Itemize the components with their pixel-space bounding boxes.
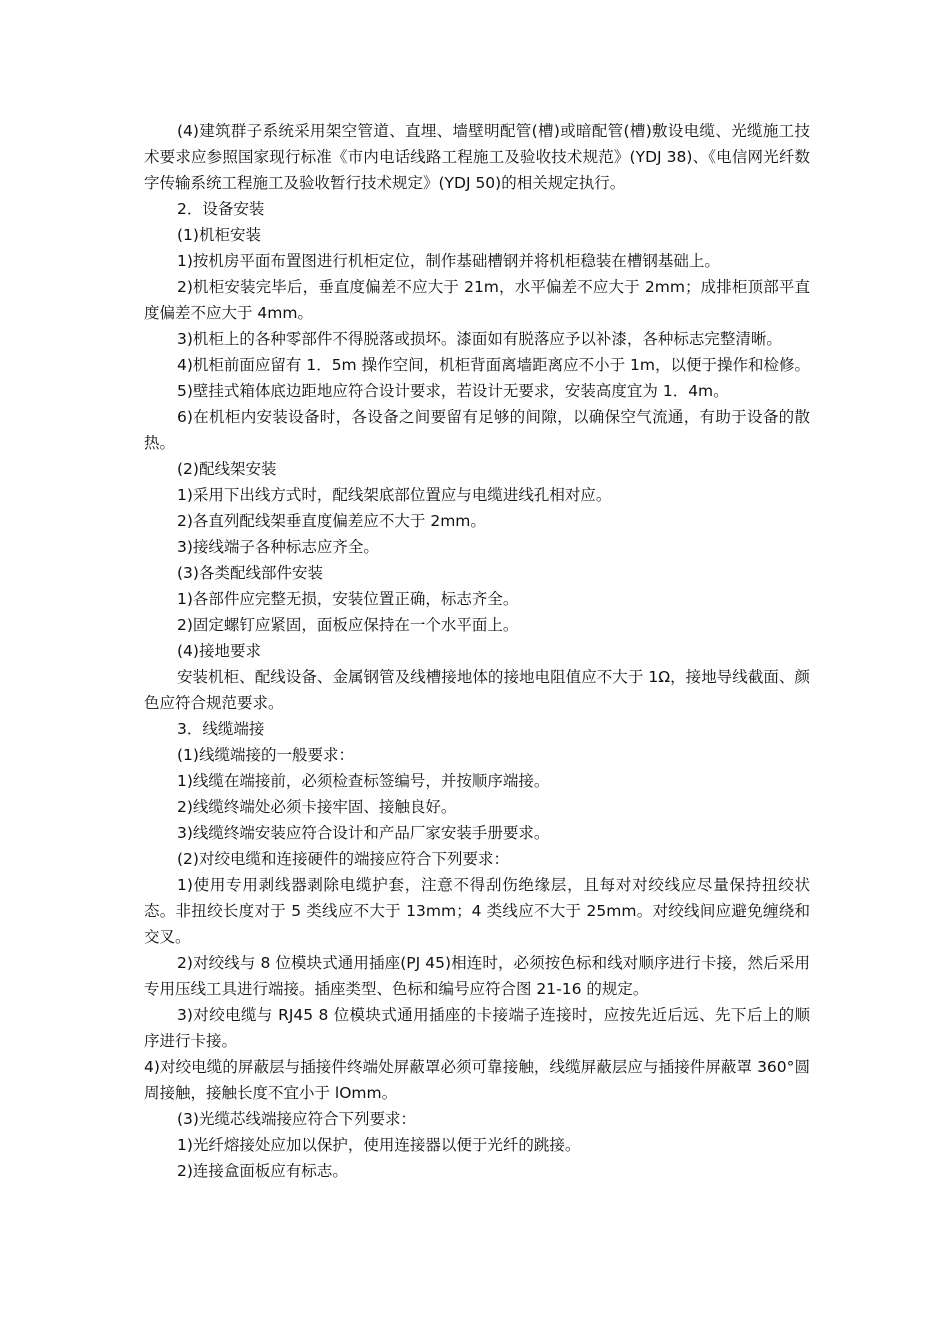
list-item: 1)使用专用剥线器剥除电缆护套，注意不得刮伤绝缘层，且每对对绞线应尽量保持扭绞状态。非扭绞长度对于 5 类线应不大于 13mm；4 类线应不大于 25mm。对绞线间应避免缠绕和交叉。 [144,876,810,946]
list-item: 2)连接盒面板应有标志。 [177,1162,348,1180]
subsection-heading: (2)对绞电缆和连接硬件的端接应符合下列要求： [177,850,509,868]
list-item: 4)机柜前面应留有 1．5m 操作空间，机柜背面离墙距离应不小于 1m，以便于操作和检修。 [177,356,810,374]
list-item: 2)线缆终端处必须卡接牢固、接触良好。 [177,798,457,816]
subsection-heading: (4)接地要求 [177,642,261,660]
list-item: 2)机柜安装完毕后，垂直度偏差不应大于 21m，水平偏差不应大于 2mm；成排柜顶部平直度偏差不应大于 4mm。 [144,278,810,322]
list-item: 1)按机房平面布置图进行机柜定位，制作基础槽钢并将机柜稳装在槽钢基础上。 [177,252,720,270]
list-item: 1)光纤熔接处应加以保护，使用连接器以便于光纤的跳接。 [177,1136,581,1154]
list-item: 5)壁挂式箱体底边距地应符合设计要求，若设计无要求，安装高度宜为 1．4m。 [177,382,729,400]
list-item: 2)对绞线与 8 位模块式通用插座(PJ 45)相连时，必须按色标和线对顺序进行卡接，然后采用专用压线工具进行端接。插座类型、色标和编号应符合图 21-16 的规定。 [144,954,810,998]
list-item: 3)机柜上的各种零部件不得脱落或损坏。漆面如有脱落应予以补漆，各种标志完整清晰。 [177,330,782,348]
subsection-heading: (1)机柜安装 [177,226,261,244]
list-item: 6)在机柜内安装设备时，各设备之间要留有足够的间隙，以确保空气流通，有助于设备的散热。 [144,408,810,452]
list-item: 2)固定螺钉应紧固，面板应保持在一个水平面上。 [177,616,519,634]
section-heading: 2．设备安装 [177,200,265,218]
document-page [144,118,810,1184]
list-item: 3)线缆终端安装应符合设计和产品厂家安装手册要求。 [177,824,550,842]
list-item: 3)对绞电缆与 RJ45 8 位模块式通用插座的卡接端子连接时，应按先近后远、先下后上的顺序进行卡接。 [144,1006,810,1050]
subsection-heading: (1)线缆端接的一般要求： [177,746,354,764]
list-item: 3)接线端子各种标志应齐全。 [177,538,379,556]
subsection-heading: (3)光缆芯线端接应符合下列要求： [177,1110,416,1128]
list-item: 2)各直列配线架垂直度偏差应不大于 2mm。 [177,512,486,530]
section-heading: 3．线缆端接 [177,720,265,738]
list-item: 1)线缆在端接前，必须检查标签编号，并按顺序端接。 [177,772,550,790]
list-item: 4)对绞电缆的屏蔽层与插接件终端处屏蔽罩必须可靠接触，线缆屏蔽层应与插接件屏蔽罩 360°圆周接触，接触长度不宜小于 lOmm。 [144,1058,810,1102]
subsection-heading: (3)各类配线部件安装 [177,564,323,582]
paragraph: 安装机柜、配线设备、金属钢管及线槽接地体的接地电阻值应不大于 1Ω，接地导线截面、颜色应符合规范要求。 [144,668,810,712]
subsection-heading: (2)配线架安装 [177,460,277,478]
list-item: 1)采用下出线方式时，配线架底部位置应与电缆进线孔相对应。 [177,486,612,504]
paragraph: (4)建筑群子系统采用架空管道、直埋、墙壁明配管(槽)或暗配管(槽)敷设电缆、光缆施工技术要求应参照国家现行标准《市内电话线路工程施工及验收技术规范》(YDJ 38)、《电信网光纤数字传输系统工程施工及验收暂行技术规定》(YDJ 50)的相关规定执行。 [144,122,810,192]
list-item: 1)各部件应完整无损，安装位置正确，标志齐全。 [177,590,519,608]
